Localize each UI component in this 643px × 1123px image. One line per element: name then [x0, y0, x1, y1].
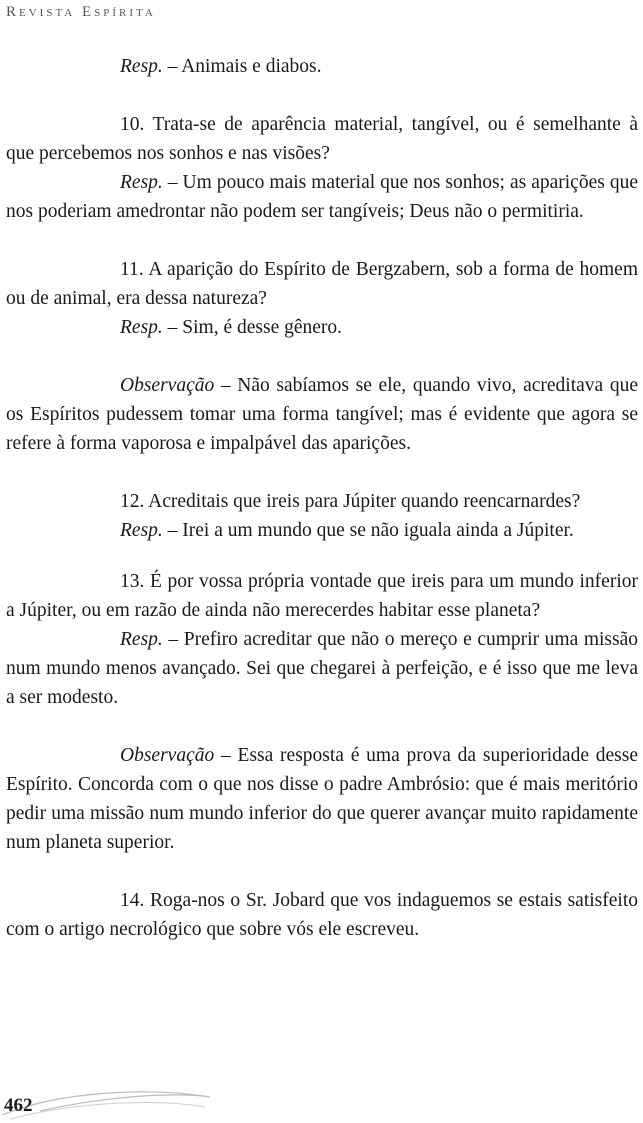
resp-label: Resp. — [120, 629, 163, 650]
answer-10 — [6, 168, 638, 226]
observation-label: Observação — [120, 745, 215, 766]
resp-label: Resp. — [120, 172, 163, 193]
answer-text: – Irei a um mundo que se não iguala ainda a Júpiter. — [162, 520, 574, 541]
answer-text: – Sim, é desse gênero. — [162, 317, 343, 338]
decorative-swoosh — [0, 1085, 260, 1123]
observation-text: – Não sabíamos se ele, quando vivo, acreditava que os Espíritos pudessem tomar uma forma tangível; mas é evidente que agora se refere à forma vaporosa e impalpável das aparições. — [6, 375, 638, 454]
answer-text: – Um pouco mais material que nos sonhos; as aparições que nos poderiam amedrontar não podem ser tangíveis; Deus não o permitiria. — [6, 172, 638, 222]
page-number: 462 — [4, 1095, 33, 1116]
question-10: 10. Trata-se de aparência material, tangível, ou é semelhante à que percebemos nos sonhos e nas visões? — [6, 114, 638, 164]
answer-text: – Animais e diabos. — [162, 56, 322, 77]
observation-text: – Essa resposta é uma prova da superioridade desse Espírito. Concorda com o que nos disse o padre Ambrósio: que é mais meritório pedir uma missão num mundo inferior do que querer avançar muito rapidamente num planeta superior. — [6, 745, 638, 853]
question-13: 13. É por vossa própria vontade que ireis para um mundo inferior a Júpiter, ou em razão de ainda não merecerdes habitar esse planeta? — [6, 571, 638, 621]
resp-label: Resp. — [120, 520, 163, 541]
answer-12 — [6, 516, 638, 545]
answer-13 — [6, 625, 638, 712]
observation-2 — [6, 741, 638, 857]
question-11: 11. A aparição do Espírito de Bergzabern, sob a forma de homem ou de animal, era dessa natureza? — [6, 259, 638, 309]
question-12: 12. Acreditais que ireis para Júpiter quando reencarnardes? — [120, 491, 581, 512]
running-header: Revista Espírita — [6, 4, 156, 20]
answer-9 — [6, 52, 638, 81]
observation-label: Observação — [120, 375, 215, 396]
observation-1 — [6, 371, 638, 458]
resp-label: Resp. — [120, 317, 163, 338]
page-body — [6, 52, 638, 944]
question-14: 14. Roga-nos o Sr. Jobard que vos indaguemos se estais satisfeito com o artigo necrológico que sobre vós ele escreveu. — [6, 890, 638, 940]
answer-11 — [6, 313, 638, 342]
resp-label: Resp. — [120, 56, 163, 77]
answer-text: – Prefiro acreditar que não o mereço e cumprir uma missão num mundo menos avançado. Sei que chegarei à perfeição, e é isso que me leva a ser modesto. — [6, 629, 638, 708]
